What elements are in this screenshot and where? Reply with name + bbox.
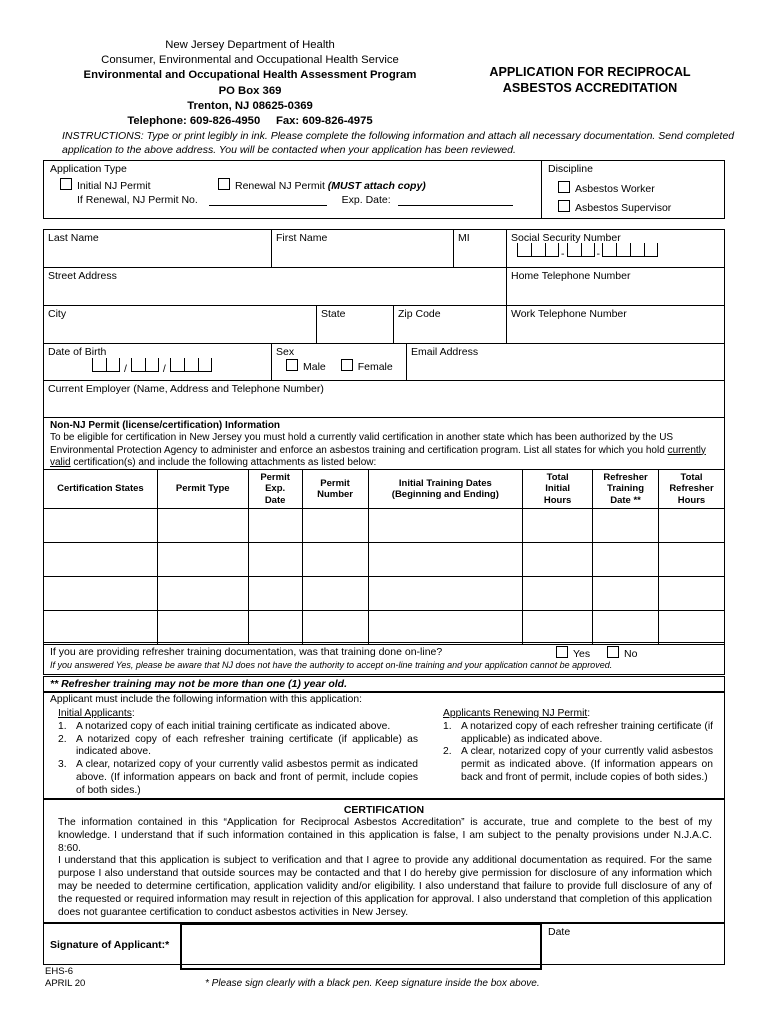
signature-label: Signature of Applicant:* [50,939,170,951]
divider [541,923,542,965]
agency-name: New Jersey Department of Health [165,39,335,51]
list-item: 1. A notarized copy of each refresher training certificate (if applicable) as indicated above. [443,720,713,745]
list-item: 3. A clear, notarized copy of your currently valid asbestos permit as indicated above. (If information appears on back and front of permit, include copies of both sides.) [58,759,418,796]
male-label: Male [303,361,326,373]
non-nj-text-underlined: currently valid [50,444,706,468]
table-row [44,611,725,645]
initial-permit-label: Initial NJ Permit [77,180,151,192]
email-field[interactable] [406,343,725,381]
initial-applicants-list: Initial Applicants: 1. A notarized copy of each initial training certificate as indicated above. 2. A notarized copy of each refresher training certificate (if applicable) as indicated above. 3. A clear, notarized copy of your currently valid asbestos permit as indicated above. (If information appears on back and front of permit, include copies of both sides.) [58,708,418,796]
female-option[interactable] [341,361,393,373]
online-no-option[interactable] [607,646,637,660]
ssn-digit-boxes[interactable]: - - [517,243,720,260]
online-no-checkbox[interactable] [607,646,619,658]
form-title-line1: APPLICATION FOR RECIPROCAL [489,65,691,79]
renewing-applicants-title: Applicants Renewing NJ Permit [443,708,588,719]
certification-paragraph-1: The information contained in this “Application for Reciprocal Asbestos Accreditation” is accurate, true and complete to the best of my knowledge. I understand that if such information contained in this application is false, I am subject to the penalty provisions under N.J.A.C. 8:60. [58,817,712,854]
form-id: EHS-6 [45,966,73,977]
date-of-birth-field[interactable] [43,343,272,381]
non-nj-permit-text [50,432,722,469]
street-address-label: Street Address [48,270,117,282]
date-of-birth-label: Date of Birth [48,346,107,358]
zip-code-field[interactable] [393,305,507,344]
state-field[interactable] [316,305,394,344]
form-revision: APRIL 20 [45,978,86,989]
table-row [44,577,725,611]
signature-box[interactable] [180,923,542,970]
home-phone-label: Home Telephone Number [511,270,631,282]
table-row [44,543,725,577]
initial-permit-checkbox[interactable] [60,178,72,190]
non-nj-permit-title: Non-NJ Permit (license/certification) Information [50,420,281,431]
male-checkbox[interactable] [286,359,298,371]
non-nj-text-part1: To be eligible for certification in New Jersey you must hold a currently valid certification in another state which has been authorized by the US Environmental Protection Agency to administer and enforce an asbestos training and certification program. List all states for which you hold [50,432,674,456]
asbestos-supervisor-checkbox[interactable] [558,200,570,212]
ssn-label: Social Security Number [511,232,621,244]
male-option[interactable] [286,361,326,373]
sex-field [271,343,407,381]
col-permit-number: Permit Number [302,470,368,509]
sex-label: Sex [276,346,295,358]
asbestos-supervisor-label: Asbestos Supervisor [575,202,672,214]
initial-permit-option[interactable] [60,178,151,192]
street-address-field[interactable] [43,267,507,306]
state-label: State [321,308,346,320]
city-field[interactable] [43,305,317,344]
certification-table-header [44,470,725,509]
last-name-field[interactable] [43,229,272,268]
form-number [45,966,85,990]
col-permit-exp-date: Permit Exp. Date [248,470,302,509]
certification-paragraph-2: I understand that this application is subject to verification and that I agree to provide any additional documentation as required. For the same purpose I also understand that outside sources may be contacted and that I do hereby give permission for disclosure of any information which may be needed to determine certification, application validity and/or eligibility. I also understand that failure to provide full disclosure of any of the requested or required information may result in rejection of this application for approval. I also understand that completion of this application does not guarantee certification to conduct asbestos activities in New Jersey. [58,855,712,918]
agency-program: Environmental and Occupational Health Assessment Program [83,69,417,82]
non-nj-text-part2: certification(s) and include the following attachments as listed below: [70,456,377,468]
female-label: Female [357,361,393,373]
online-yes-checkbox[interactable] [556,646,568,658]
online-training-note: If you answered Yes, please be aware that NJ does not have the authority to accept on-line training and your application cannot be approved. [50,660,613,670]
agency-po-box: PO Box 369 [218,84,282,97]
agency-phone: Telephone: 609-826-4950 [127,115,261,128]
exp-date-label: Exp. Date: [341,194,391,206]
discipline-label: Discipline [548,163,593,175]
col-total-refresher-hours: Total Refresher Hours [659,470,725,509]
agency-service: Consumer, Environmental and Occupational Health Service [101,54,399,67]
application-type-label: Application Type [50,163,127,175]
form-title-line2: ASBESTOS ACCREDITATION [502,81,678,95]
renewal-permit-row [77,194,513,206]
renewing-applicants-list: Applicants Renewing NJ Permit: 1. A notarized copy of each refresher training certificate (if applicable) as indicated above. 2. A clear, notarized copy of your currently valid asbestos permit as indicated above. (If information appears on back and front of permit, include copies of both sides.) [443,708,713,783]
signature-date-label: Date [548,926,571,938]
online-yes-label: Yes [573,648,591,660]
refresher-note: ** Refresher training may not be more than one (1) year old. [50,678,347,690]
female-checkbox[interactable] [341,359,353,371]
signature-instruction: * Please sign clearly with a black pen. Keep signature inside the box above. [205,978,540,989]
home-phone-field[interactable] [506,267,725,306]
email-label: Email Address [411,346,479,358]
asbestos-worker-label: Asbestos Worker [575,183,655,195]
mi-label: MI [458,232,470,244]
certification-table [43,469,725,645]
work-phone-field[interactable] [506,305,725,344]
col-total-initial-hours: Total Initial Hours [523,470,593,509]
asbestos-supervisor-option[interactable] [558,200,671,214]
list-item: 1. A notarized copy of each initial training certificate as indicated above. [58,720,391,732]
attachments-intro: Applicant must include the following information with this application: [50,694,362,705]
agency-contact [40,114,460,129]
first-name-field[interactable] [271,229,454,268]
last-name-label: Last Name [48,232,99,244]
certification-title: CERTIFICATION [343,804,425,816]
online-no-label: No [624,648,638,660]
renewal-permit-checkbox[interactable] [218,178,230,190]
table-row [44,509,725,543]
city-label: City [48,308,67,320]
renewal-note: (MUST attach copy) [327,180,426,192]
renewal-permit-option[interactable] [218,178,426,192]
col-certification-states: Certification States [44,470,158,509]
col-initial-training-dates: Initial Training Dates (Beginning and Ending) [368,470,523,509]
asbestos-worker-checkbox[interactable] [558,181,570,193]
dob-digit-boxes[interactable]: / / [92,358,267,375]
agency-fax: Fax: 609-826-4975 [275,115,373,128]
current-employer-label: Current Employer (Name, Address and Telephone Number) [48,383,324,395]
renewal-permit-no-field[interactable] [209,194,327,206]
zip-code-label: Zip Code [398,308,441,320]
work-phone-label: Work Telephone Number [511,308,627,320]
online-training-question: If you are providing refresher training documentation, was that training done on-line? [50,646,443,658]
renewal-permit-label: Renewal NJ Permit [235,180,325,192]
current-employer-field[interactable] [43,380,725,418]
online-yes-option[interactable] [556,646,590,660]
divider [541,160,542,219]
initial-applicants-title: Initial Applicants [58,708,132,719]
col-refresher-training-date: Refresher Training Date ** [593,470,659,509]
renewal-permit-no-label: If Renewal, NJ Permit No. [77,194,198,206]
list-item: 2. A clear, notarized copy of your currently valid asbestos permit as indicated above. (If information appears on back and front of permit, include copies of both sides.) [443,746,713,783]
ssn-field[interactable] [506,229,725,268]
asbestos-worker-option[interactable] [558,181,655,195]
exp-date-field[interactable] [398,194,513,206]
first-name-label: First Name [276,232,328,244]
agency-city: Trenton, NJ 08625-0369 [187,99,313,112]
certification-text [58,817,712,919]
non-nj-permit-info [50,420,722,469]
list-item: 2. A notarized copy of each refresher training certificate (if applicable) as indicated above. [58,733,418,758]
agency-header [40,38,460,129]
mi-field[interactable] [453,229,507,268]
form-title [470,64,710,96]
instructions: INSTRUCTIONS: Type or print legibly in ink. Please complete the following information and attach all necessary documentation. Send completed application to the above address. You will be contacted when your application has been reviewed. [62,130,735,156]
col-permit-type: Permit Type [157,470,248,509]
